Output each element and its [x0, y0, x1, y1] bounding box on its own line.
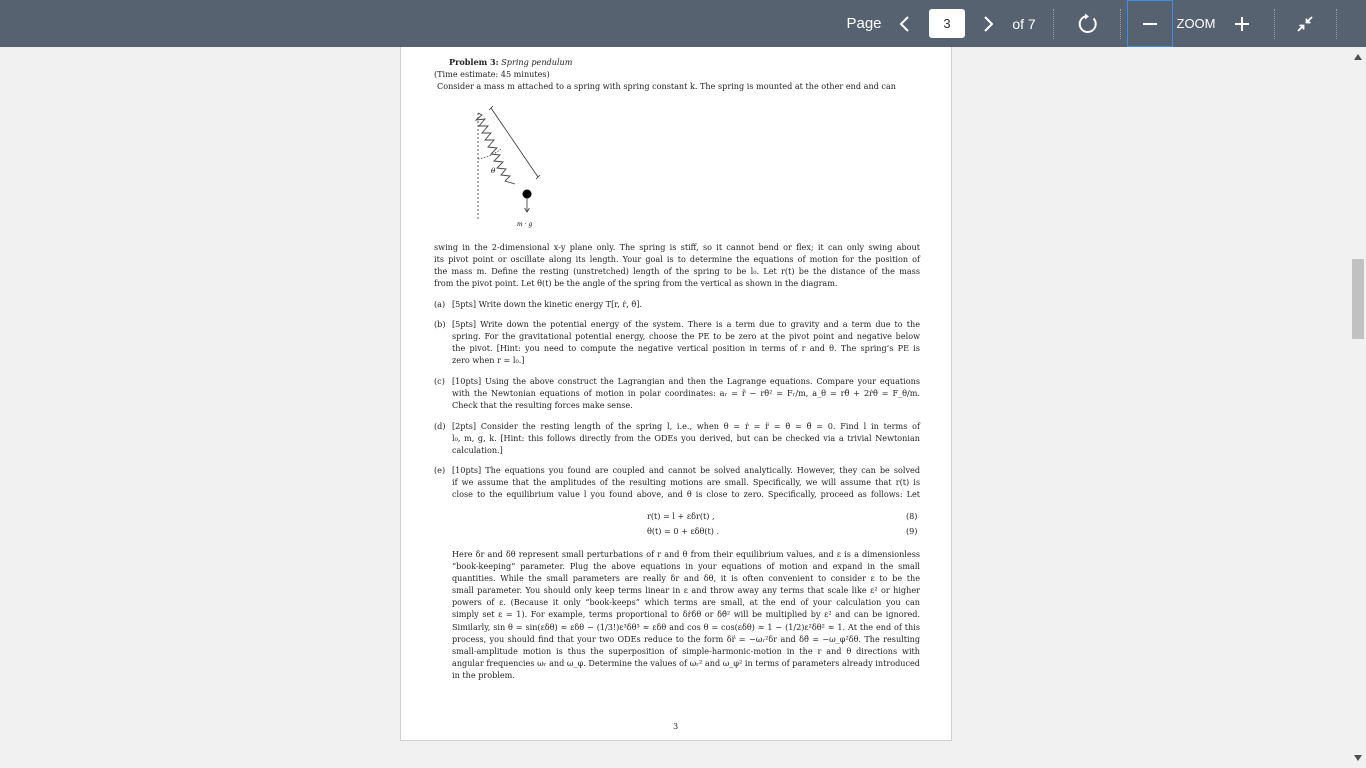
scroll-up-button[interactable]: [1350, 49, 1366, 65]
part-d-text: [452, 420, 920, 456]
toolbar-divider: [1120, 9, 1121, 39]
page-number-input[interactable]: [929, 9, 965, 38]
document-viewport[interactable]: [0, 47, 1350, 768]
part-e-explanation: [452, 548, 920, 681]
next-page-button[interactable]: [976, 0, 1000, 47]
vertical-scrollbar[interactable]: [1350, 47, 1366, 768]
text-line: small-amplitude motion is thus the superposition of simple-harmonic-motion in the r and θ directions with: [452, 645, 920, 656]
text-line: the mass m. Define the resting (unstretched) length of the spring to be l₀. Let r(t) be the distance of the mass: [434, 266, 920, 277]
text-line: zero when r = l₀.]: [452, 355, 525, 366]
text-line: l₀, m, g, k. [Hint: this follows directly from the ODEs you derived, but can be checked via a trivial Newtonian: [452, 433, 920, 444]
minus-icon: [1142, 16, 1158, 32]
equation-9: θ(t) = 0 + εδθ(t) .: [647, 526, 720, 536]
scrollbar-thumb[interactable]: [1352, 259, 1364, 339]
part-b-label: (b): [434, 319, 446, 329]
equation-8: r(t) = l + εδr(t) ,: [647, 511, 715, 521]
text-line: if we assume that the amplitudes of the resulting motions are small. Specifically, we will assume that r(t) is: [452, 477, 920, 488]
problem-number: Problem 3:: [449, 57, 499, 67]
text-line: spring. For the gravitational potential energy, choose the PE to be zero at the pivot point and negative below: [452, 331, 920, 342]
text-line: small parameter. You should only keep terms linear in ε and throw away any terms that scale like ε² or higher: [452, 585, 920, 596]
part-b-text: [452, 318, 920, 366]
text-line: [10pts] The equations you found are coupled and cannot be solved analytically. However, they can be solved: [452, 465, 920, 475]
text-line: simply set ε = 1). For example, terms proportional to δṙδθ or δθ̇² will be multiplied by ε² and can be ignored.: [452, 609, 920, 620]
zoom-in-button[interactable]: [1228, 0, 1256, 47]
page-label: Page: [846, 15, 882, 32]
part-a-text: [452, 298, 920, 310]
text-line: swing in the 2-dimensional x-y plane only. The spring is stiff, so it cannot bend or flex; it can only swing about: [434, 242, 920, 252]
equation-8-number: (8): [906, 511, 918, 521]
intro-text: Consider a mass m attached to a spring with spring constant k. The spring is mounted at the other end and can: [437, 81, 896, 91]
text-line: its pivot point or oscillate along its length. Your goal is to determine the equations of motion for the position of: [434, 254, 920, 265]
text-line: [2pts] Consider the resting length of the spring l, i.e., when θ = ṙ = r̈ = θ̇ = θ̈ = 0. Find l in terms of: [452, 421, 920, 431]
collapse-icon: [1296, 15, 1314, 33]
paragraph-intro: [434, 241, 920, 289]
zoom-label: ZOOM: [1176, 16, 1216, 31]
text-line: the pivot. [Hint: you need to compute the negative vertical position in terms of r and θ. The spring’s PE is: [452, 343, 920, 354]
zoom-out-button[interactable]: [1127, 0, 1173, 47]
pdf-toolbar: [0, 0, 1366, 47]
text-line: [5pts] Write down the kinetic energy T[r, ṙ, θ̇].: [452, 299, 642, 309]
chevron-left-icon: [899, 15, 911, 33]
theta-label: θ: [491, 167, 496, 175]
text-line: from the pivot point. Let θ(t) be the angle of the spring from the vertical as shown in the diagram.: [434, 278, 838, 289]
text-line: powers of ε. (Because it only “book-keeps” which terms are small, at the end of your calculation you can: [452, 597, 920, 608]
problem-heading: [449, 56, 572, 68]
part-c-label: (c): [434, 376, 445, 386]
spring-coil: [476, 113, 515, 184]
spring-pendulum-figure: [463, 99, 563, 239]
problem-title: Spring pendulum: [501, 57, 573, 67]
time-estimate: (Time estimate: 45 minutes): [434, 69, 550, 79]
text-line: Similarly, sin θ = sin(εδθ) ≈ εδθ − (1/3!)ε³δθ³ ≈ εδθ and cos θ = cos(εδθ) ≈ 1 − (1/2)ε²δθ² ≈ 1. At the end of this: [452, 621, 920, 632]
prev-page-button[interactable]: [893, 0, 917, 47]
mass-bob: [523, 190, 532, 199]
scroll-down-button[interactable]: [1350, 750, 1366, 766]
text-line: process, you should find that your two ODEs reduce to the form δr̈ = −ωᵣ²δr and δθ̈ = −ω_φ²δθ. The resulting: [452, 633, 920, 644]
part-d-label: (d): [434, 421, 446, 431]
fit-to-page-button[interactable]: [1290, 0, 1320, 47]
part-e-label: (e): [434, 465, 446, 475]
page-count-label: of 7: [1012, 15, 1036, 32]
toolbar-divider: [1274, 9, 1275, 39]
rotate-icon: [1077, 13, 1099, 35]
text-line: [5pts] Write down the potential energy of the system. There is a term due to gravity and a term due to the: [452, 319, 920, 329]
rotate-button[interactable]: [1072, 0, 1104, 47]
text-line: “book-keeping” parameter. Plug the above equations in your equations of motion and expand in the small: [452, 561, 920, 572]
pdf-page: [400, 47, 952, 741]
text-line: close to the equilibrium value l you found above, and θ is close to zero. Specifically, proceed as follows: Let: [452, 489, 920, 500]
page-number: 3: [673, 721, 679, 731]
equation-9-number: (9): [906, 526, 918, 536]
part-e-text: [452, 464, 920, 500]
toolbar-divider: [1053, 9, 1054, 39]
toolbar-divider: [1336, 9, 1337, 39]
text-line: Check that the resulting forces make sense.: [452, 400, 633, 411]
text-line: calculation.]: [452, 445, 503, 456]
gravity-label: m · g: [517, 221, 533, 228]
text-line: [10pts] Using the above construct the Lagrangian and then the Lagrange equations. Compare your equations: [452, 376, 920, 386]
text-line: Here δr and δθ represent small perturbations of r and θ from their equilibrium values, and ε is a dimensionless: [452, 549, 920, 559]
triangle-down-icon: [1354, 755, 1362, 761]
text-line: angular frequencies ωᵣ and ω_φ. Determine the values of ωᵣ² and ω_φ² in terms of parameters already introduced: [452, 657, 920, 668]
text-line: with the Newtonian equations of motion in polar coordinates: aᵣ = r̈ − rθ̇² = Fᵣ/m, a_θ = rθ̈ + 2ṙθ̇ = F_θ/m.: [452, 388, 920, 399]
triangle-up-icon: [1354, 54, 1362, 60]
part-a-label: (a): [434, 299, 446, 309]
chevron-right-icon: [982, 15, 994, 33]
text-line: in the problem.: [452, 669, 515, 680]
part-c-text: [452, 375, 920, 411]
text-line: quantities. While the small parameters are really δr and δθ, it is often convenient to consider ε to be the: [452, 573, 920, 584]
plus-icon: [1234, 16, 1250, 32]
